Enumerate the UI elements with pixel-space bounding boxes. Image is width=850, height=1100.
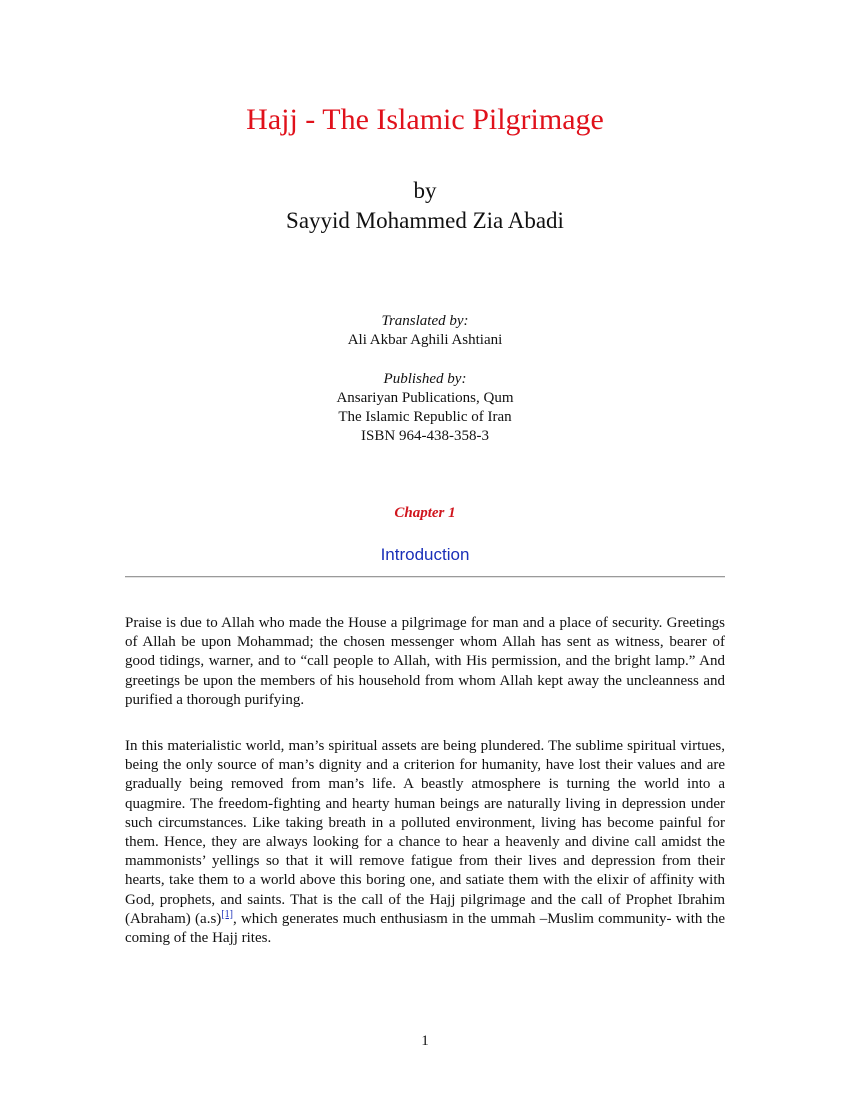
published-by-label: Published by: xyxy=(383,371,467,387)
document-title: Hajj - The Islamic Pilgrimage xyxy=(246,103,604,136)
chapter-label: Chapter 1 xyxy=(394,505,456,521)
translator-name: Ali Akbar Aghili Ashtiani xyxy=(347,332,503,348)
page-number: 1 xyxy=(421,1033,429,1049)
byline-by: by xyxy=(413,178,437,203)
paragraph-2 xyxy=(125,737,725,948)
translated-by-label: Translated by: xyxy=(381,313,469,329)
paragraph-1: Praise is due to Allah who made the House a pilgrimage for man and a place of security. Greetings of Allah be upon Mohammad; the chosen messenger whom Allah has sent as witness, bearer of good tidings, warner, and to “call people to Allah, with His permission, and the bright lamp.” And greetings be upon the members of his household from whom Allah kept away the uncleanness and purified a thorough purifying. xyxy=(125,615,725,708)
horizontal-divider xyxy=(125,576,725,578)
publisher-country: The Islamic Republic of Iran xyxy=(338,409,512,425)
isbn: ISBN 964-438-358-3 xyxy=(361,428,489,444)
paragraph-2-text-end: , which generates much enthusiasm in the ummah –Muslim community- with the coming of the Hajj rites. xyxy=(125,910,725,947)
author-name: Sayyid Mohammed Zia Abadi xyxy=(286,208,564,233)
publisher-name: Ansariyan Publications, Qum xyxy=(336,390,514,406)
section-heading: Introduction xyxy=(380,545,470,564)
footnote-link[interactable]: [1] xyxy=(221,908,233,920)
paragraph-2-text-start: In this materialistic world, man’s spiritual assets are being plundered. The sublime spiritual virtues, being the only source of man’s dignity and a criterion for humanity, have lost their values and are gradually being removed from man’s life. A beastly atmosphere is turning the world into a quagmire. The freedom-fighting and hearty human beings are naturally living in depression under such circumstances. Like taking breath in a polluted environment, living has become painful for them. Hence, they are always looking for a chance to hear a heavenly and divine call amidst the mammonists’ yellings so that it will remove fatigue from their lives and depression from their hearts, take them to a world above this boring one, and satiate them with the elixir of affinity with God, prophets, and saints. That is the call of the Hajj pilgrimage and the call of Prophet Ibrahim (Abraham) (a.s) xyxy=(125,738,725,927)
